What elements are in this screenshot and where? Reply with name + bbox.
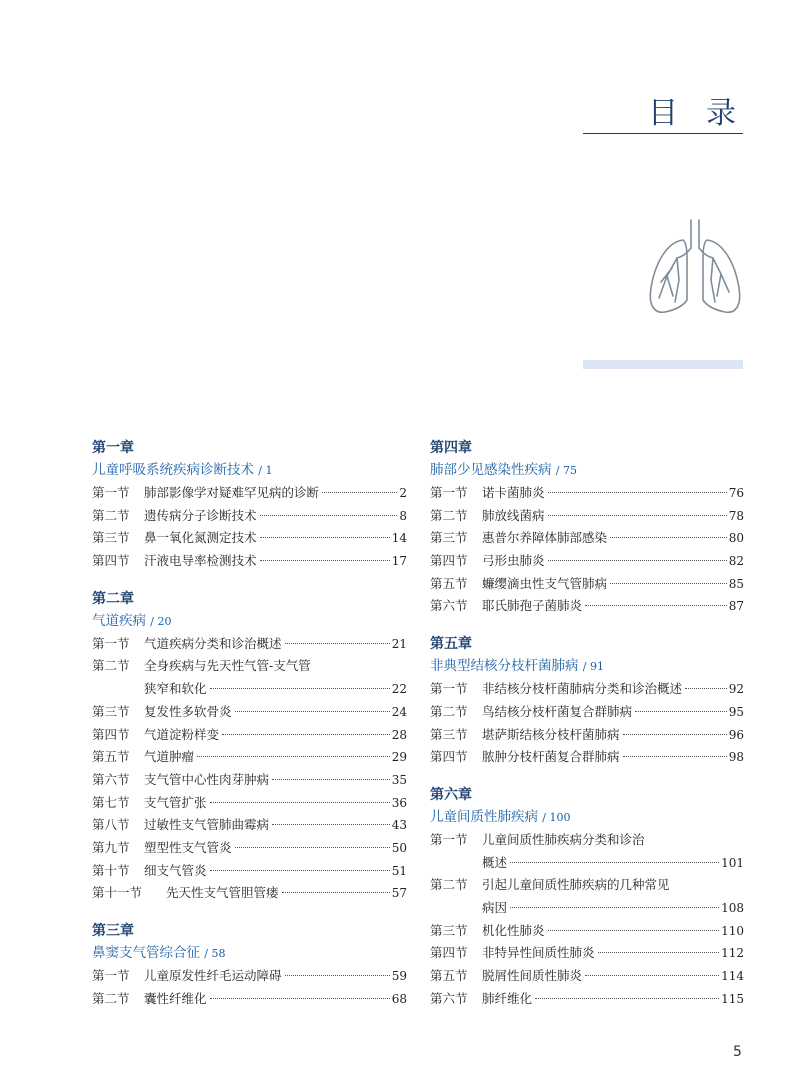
entry-title: 气道淀粉样变 — [144, 726, 220, 742]
toc-entry — [430, 505, 744, 528]
toc-entry — [92, 701, 407, 724]
chapter-title: 鼻窦支气管综合征 — [92, 945, 200, 961]
chapter-number: 第一章 — [92, 440, 134, 456]
section-label: 第五节 — [92, 749, 130, 765]
section-label: 第十节 — [92, 862, 130, 878]
toc-entry — [92, 527, 407, 550]
entry-page: 95 — [728, 704, 744, 719]
section-label: 第二节 — [92, 507, 130, 523]
dot-leader — [210, 870, 390, 871]
toc-entry — [92, 655, 407, 678]
section-label: 第七节 — [92, 794, 130, 810]
toc-entry — [430, 829, 744, 852]
entry-page: 101 — [721, 855, 744, 870]
chapter-page: / 1 — [258, 464, 273, 477]
section-label: 第三节 — [92, 703, 130, 719]
section-label: 第九节 — [92, 839, 130, 855]
entry-title: 蠊缨滴虫性支气管肺病 — [482, 575, 608, 591]
chapter-number: 第六章 — [430, 786, 472, 803]
entry-title: 遗传病分子诊断技术 — [144, 507, 257, 523]
chapter-title-line — [92, 458, 407, 482]
entry-title: 堪萨斯结核分枝杆菌肺病 — [482, 726, 620, 742]
chapter-number: 第三章 — [92, 923, 134, 939]
dot-leader — [623, 756, 727, 757]
dot-leader — [197, 756, 390, 757]
dot-leader — [260, 560, 390, 561]
entry-title: 肺放线菌病 — [482, 507, 545, 523]
section-label: 第四节 — [430, 749, 468, 765]
toc-entry — [430, 701, 744, 724]
chapter-page: / 58 — [204, 947, 226, 960]
section-label: 第三节 — [92, 530, 130, 546]
dot-leader — [510, 907, 719, 908]
entry-page: 114 — [721, 969, 744, 983]
entry-page: 80 — [728, 531, 744, 546]
entry-title: 耶氏肺孢子菌肺炎 — [482, 598, 583, 614]
toc-entry — [430, 746, 744, 769]
toc-entry — [92, 769, 407, 792]
toc-entry — [430, 573, 744, 596]
chapter-title-line — [430, 458, 744, 482]
toc-entry — [430, 942, 744, 965]
chapter-block — [430, 634, 744, 769]
dot-leader — [685, 688, 727, 689]
dot-leader — [235, 847, 390, 848]
dot-leader — [585, 605, 727, 606]
entry-page: 28 — [391, 727, 407, 742]
chapter-title-line — [430, 805, 744, 829]
entry-page: 68 — [391, 991, 407, 1006]
entry-page: 21 — [391, 636, 407, 651]
entry-title: 塑型性支气管炎 — [144, 839, 232, 855]
dot-leader — [210, 998, 390, 999]
toc-entry — [92, 882, 407, 905]
entry-title: 支气管中心性肉芽肿病 — [144, 771, 270, 787]
chapter-title-line — [92, 609, 407, 633]
section-label: 第二节 — [430, 703, 468, 719]
section-label: 第六节 — [430, 598, 468, 614]
dot-leader — [585, 975, 719, 976]
entry-page: 43 — [391, 818, 407, 833]
page-title: 目录 — [648, 96, 764, 131]
entry-title: 鼻一氧化氮测定技术 — [144, 530, 257, 546]
entry-page: 22 — [391, 682, 407, 697]
chapter-block — [92, 438, 407, 573]
entry-page: 110 — [721, 923, 744, 938]
entry-title: 细支气管炎 — [144, 862, 207, 878]
chapter-title: 儿童间质性肺疾病 — [430, 808, 538, 825]
toc-entry — [430, 852, 744, 875]
toc-entry — [430, 550, 744, 573]
dot-leader — [610, 537, 727, 538]
entry-page: 57 — [391, 886, 407, 901]
lungs-icon — [645, 218, 745, 323]
chapter-number: 第五章 — [430, 636, 472, 653]
dot-leader — [548, 515, 727, 516]
entry-page: 115 — [721, 991, 744, 1006]
dot-leader — [610, 583, 727, 584]
entry-title: 惠普尔养障体肺部感染 — [482, 530, 608, 546]
entry-title: 病因 — [482, 899, 508, 915]
entry-title: 弓形虫肺炎 — [482, 553, 545, 569]
section-label: 第五节 — [430, 968, 468, 983]
toc-entry — [430, 724, 744, 747]
section-label: 第一节 — [92, 485, 130, 500]
entry-title: 机化性肺炎 — [482, 922, 545, 938]
entry-title: 狭窄和软化 — [144, 681, 207, 697]
entry-title: 脓肿分枝杆菌复合群肺病 — [482, 749, 620, 765]
entry-title: 气道肿瘤 — [144, 749, 195, 765]
chapter-block — [430, 785, 744, 1011]
entry-page: 87 — [728, 599, 744, 614]
entry-page: 98 — [728, 750, 744, 765]
section-label: 第一节 — [430, 485, 468, 500]
entry-title: 概述 — [482, 854, 508, 870]
toc-entry — [92, 724, 407, 747]
entry-page: 50 — [391, 840, 407, 855]
dot-leader — [285, 975, 390, 976]
entry-title: 气道疾病分类和诊治概述 — [144, 635, 282, 651]
dot-leader — [510, 862, 719, 863]
toc-entry — [92, 505, 407, 528]
section-label: 第六节 — [92, 771, 130, 787]
entry-title: 肺纤维化 — [482, 990, 533, 1006]
toc-entry — [430, 595, 744, 618]
section-label: 第一节 — [92, 968, 130, 983]
toc-entry — [92, 678, 407, 701]
section-label: 第八节 — [92, 817, 130, 833]
entry-title: 先天性支气管胆管瘘 — [166, 885, 279, 901]
section-label: 第四节 — [92, 553, 130, 569]
section-label: 第三节 — [430, 530, 468, 546]
section-label: 第三节 — [430, 726, 468, 742]
toc-entry — [430, 527, 744, 550]
toc-right-column — [430, 438, 744, 1026]
chapter-title: 肺部少见感染性疾病 — [430, 462, 552, 478]
toc-entry — [430, 920, 744, 943]
entry-page: 85 — [728, 576, 744, 591]
toc-entry — [430, 678, 744, 701]
entry-title: 肺部影像学对疑难罕见病的诊断 — [144, 485, 320, 500]
entry-title: 非特异性间质性肺炎 — [482, 945, 595, 961]
toc-entry — [92, 814, 407, 837]
entry-page: 29 — [391, 750, 407, 765]
dot-leader — [272, 779, 390, 780]
entry-title: 复发性多软骨炎 — [144, 703, 232, 719]
section-label: 第四节 — [430, 553, 468, 569]
toc-entry — [92, 860, 407, 883]
toc-entry — [430, 874, 744, 897]
dot-leader — [210, 688, 390, 689]
chapter-title: 气道疾病 — [92, 612, 146, 629]
chapter-page: / 100 — [542, 810, 571, 824]
title-rule — [583, 133, 743, 134]
dot-leader — [535, 998, 719, 999]
toc-entry — [92, 837, 407, 860]
entry-page: 59 — [391, 969, 407, 983]
dot-leader — [260, 537, 390, 538]
dot-leader — [272, 824, 390, 825]
chapter-block — [430, 438, 744, 618]
section-label: 第二节 — [92, 990, 130, 1006]
entry-title: 汗液电导率检测技术 — [144, 553, 257, 569]
toc-entry — [92, 792, 407, 815]
entry-page: 2 — [399, 486, 407, 500]
entry-title: 过敏性支气管肺曲霉病 — [144, 817, 270, 833]
dot-leader — [322, 492, 397, 493]
chapter-title: 儿童呼吸系统疾病诊断技术 — [92, 462, 254, 478]
toc-entry — [92, 988, 407, 1011]
toc-entry — [92, 633, 407, 656]
chapter-number: 第二章 — [92, 590, 134, 607]
section-label: 第四节 — [430, 945, 468, 961]
entry-title: 囊性纤维化 — [144, 990, 207, 1006]
section-label: 第一节 — [92, 635, 130, 651]
entry-title: 支气管扩张 — [144, 794, 207, 810]
entry-page: 8 — [399, 508, 407, 523]
toc-entry — [430, 897, 744, 920]
entry-title: 儿童间质性肺疾病分类和诊治 — [482, 831, 645, 847]
dot-leader — [635, 711, 727, 712]
toc-entry — [430, 988, 744, 1011]
dot-leader — [260, 515, 398, 516]
toc-entry — [430, 482, 744, 505]
entry-page: 108 — [721, 900, 744, 915]
entry-page: 92 — [728, 682, 744, 697]
toc-entry — [92, 550, 407, 573]
entry-page: 51 — [391, 863, 407, 878]
entry-page: 112 — [721, 946, 744, 961]
entry-page: 76 — [728, 486, 744, 500]
chapter-title-line — [430, 654, 744, 678]
chapter-block — [92, 921, 407, 1010]
chapter-page: / 75 — [555, 464, 577, 477]
chapter-title-line — [92, 941, 407, 965]
toc-entry — [92, 965, 407, 988]
entry-page: 14 — [391, 531, 407, 546]
section-label: 第五节 — [430, 575, 468, 591]
entry-page: 17 — [391, 554, 407, 569]
entry-page: 82 — [728, 554, 744, 569]
section-label: 第一节 — [430, 831, 468, 847]
toc-entry — [92, 746, 407, 769]
dot-leader — [548, 930, 720, 931]
entry-page: 78 — [728, 508, 744, 523]
dot-leader — [548, 560, 727, 561]
section-label: 第二节 — [430, 877, 468, 893]
dot-leader — [598, 952, 720, 953]
dot-leader — [623, 734, 727, 735]
dot-leader — [210, 802, 390, 803]
page-number: 5 — [733, 1044, 742, 1060]
entry-page: 36 — [391, 795, 407, 810]
dot-leader — [285, 643, 390, 644]
section-label: 第二节 — [430, 507, 468, 523]
accent-bar — [583, 360, 743, 369]
entry-title: 脱屑性间质性肺炎 — [482, 968, 583, 983]
chapter-page: / 91 — [582, 660, 604, 674]
entry-title: 引起儿童间质性肺疾病的几种常见 — [482, 877, 670, 893]
entry-title: 全身疾病与先天性气管-支气管 — [144, 658, 311, 674]
section-label: 第二节 — [92, 658, 130, 674]
entry-title: 非结核分枝杆菌肺病分类和诊治概述 — [482, 681, 683, 697]
entry-title: 鸟结核分枝杆菌复合群肺病 — [482, 703, 633, 719]
dot-leader — [548, 492, 727, 493]
entry-page: 96 — [728, 727, 744, 742]
chapter-block — [92, 589, 407, 905]
section-label: 第三节 — [430, 922, 468, 938]
section-label: 第十一节 — [92, 885, 143, 901]
toc-entry — [92, 482, 407, 505]
entry-page: 35 — [391, 772, 407, 787]
chapter-title: 非典型结核分枝杆菌肺病 — [430, 658, 579, 675]
section-label: 第六节 — [430, 990, 468, 1006]
section-label: 第四节 — [92, 726, 130, 742]
toc-left-column — [92, 438, 407, 1026]
dot-leader — [222, 734, 390, 735]
chapter-page: / 20 — [150, 614, 172, 628]
dot-leader — [282, 892, 390, 893]
entry-title: 儿童原发性纤毛运动障碍 — [144, 968, 282, 983]
entry-page: 24 — [391, 704, 407, 719]
dot-leader — [235, 711, 390, 712]
chapter-number: 第四章 — [430, 440, 472, 456]
section-label: 第一节 — [430, 681, 468, 697]
toc-entry — [430, 965, 744, 988]
entry-title: 诺卡菌肺炎 — [482, 485, 545, 500]
